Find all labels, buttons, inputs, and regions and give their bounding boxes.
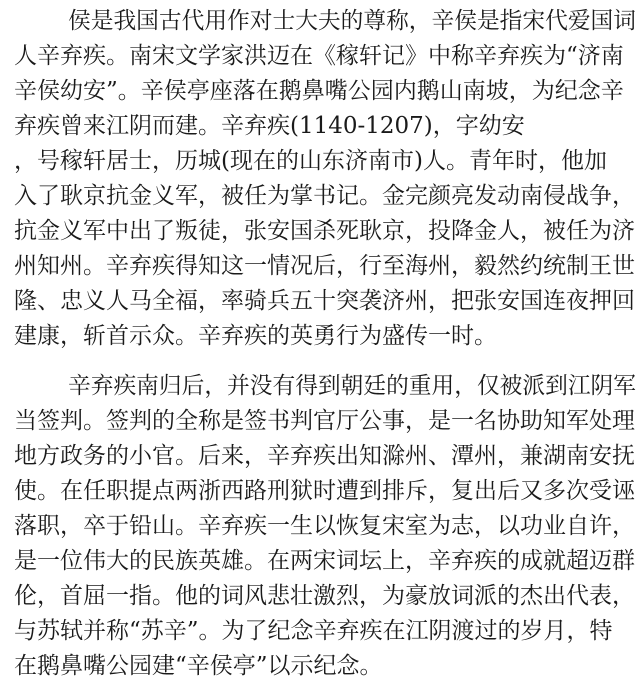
- text-line: 人辛弃疾。南宋文学家洪迈在《稼轩记》中称辛弃疾为“济南: [14, 43, 624, 69]
- text-line: 辛弃疾南归后，并没有得到朝廷的重用，仅被派到江阴军: [68, 373, 636, 399]
- text-line: 辛侯幼安”。辛侯亭座落在鹅鼻嘴公园内鹅山南坡，为纪念辛: [14, 78, 624, 104]
- text-line: 抗金义军中出了叛徒，张安国杀死耿京，投降金人，被任为济: [14, 218, 635, 244]
- text-line: 隆、忠义人马全福，率骑兵五十突袭济州，把张安国连夜押回: [14, 288, 635, 314]
- text-line: ，号稼轩居士，历城(现在的山东济南市)人。青年时，他加: [14, 148, 607, 174]
- text-line: 是一位伟大的民族英雄。在两宋词坛上，辛弃疾的成就超迈群: [14, 548, 635, 574]
- text-line: 在鹅鼻嘴公园建“辛侯亭”以示纪念。: [14, 653, 383, 679]
- text-line: 地方政务的小官。后来，辛弃疾出知滁州、潭州，兼湖南安抚: [14, 443, 635, 469]
- text-line: 使。在任职提点两浙西路刑狱时遭到排斥，复出后又多次受诬: [14, 478, 635, 504]
- text-line: 当签判。签判的全称是签书判官厅公事，是一名协助知军处理: [14, 408, 635, 434]
- text-line: 弃疾曾来江阴而建。辛弃疾(1140-1207)，字幼安: [14, 113, 525, 139]
- text-line: 落职，卒于铅山。辛弃疾一生以恢复宋室为志，以功业自许，: [14, 513, 635, 539]
- text-line: 州知州。辛弃疾得知这一情况后，行至海州，毅然约统制王世: [14, 253, 635, 279]
- text-line: 建康，斩首示众。辛弃疾的英勇行为盛传一时。: [14, 323, 497, 349]
- text-line: 伦，首屈一指。他的词风悲壮激烈，为豪放词派的杰出代表，: [14, 583, 635, 609]
- text-line: 与苏轼并称“苏辛”。为了纪念辛弃疾在江阴渡过的岁月，特: [14, 618, 613, 644]
- text-line: 侯是我国古代用作对士大夫的尊称，辛侯是指宋代爱国词: [68, 8, 636, 34]
- text-line: 入了耿京抗金义军，被任为掌书记。金完颜亮发动南侵战争，: [14, 183, 635, 209]
